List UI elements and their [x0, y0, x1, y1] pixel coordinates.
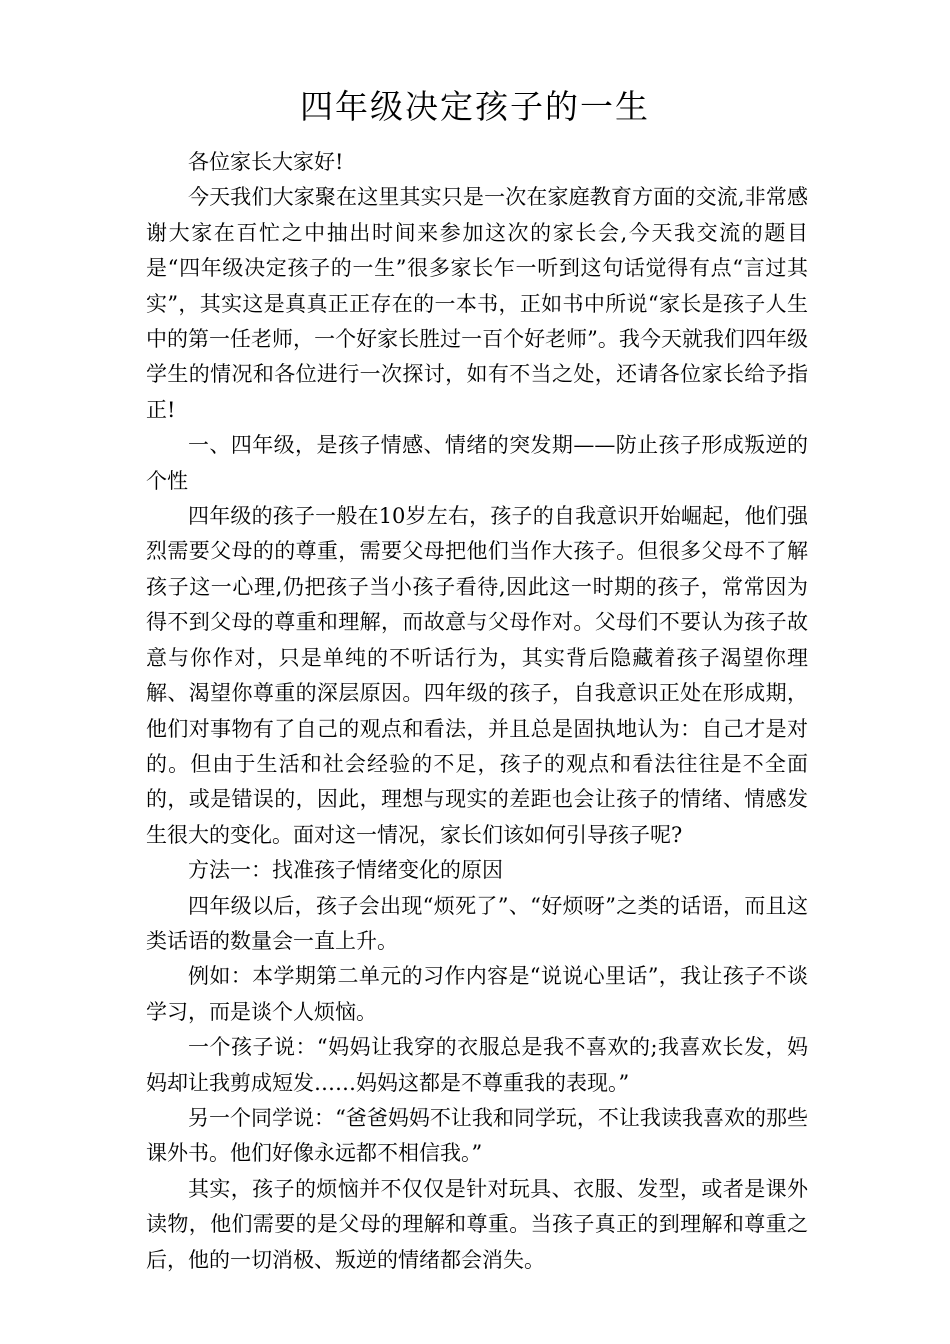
- greeting-paragraph: 各位家长大家好!: [188, 150, 344, 174]
- example-paragraph: 例如：本学期第二单元的习作内容是“说说心里话”，我让孩子不谈学习，而是谈个人烦恼。: [146, 964, 808, 1024]
- document-title: 四年级决定孩子的一生: [300, 87, 650, 126]
- document-body: [146, 145, 808, 1278]
- body-paragraph: 四年级的孩子一般在10岁左右，孩子的自我意识开始崛起，他们强烈需要父母的的尊重，需要父母把他们当作大孩子。但很多父母不了解孩子这一心理,仍把孩子当小孩子看待,因此这一时期的孩子，常常因为得不到父母的尊重和理解，而故意与父母作对。父母们不要认为孩子故意与你作对，只是单纯的不听话行为，其实背后隐藏着孩子渴望你理解、渴望你尊重的深层原因。四年级的孩子，自我意识正处在形成期，他们对事物有了自己的观点和看法，并且总是固执地认为：自己才是对的。但由于生活和社会经验的不足，孩子的观点和看法往往是不全面的，或是错误的，因此，理想与现实的差距也会让孩子的情绪、情感发生很大的变化。面对这一情况，家长们该如何引导孩子呢?: [146, 504, 808, 847]
- intro-paragraph: 今天我们大家聚在这里其实只是一次在家庭教育方面的交流,非常感谢大家在百忙之中抽出时间来参加这次的家长会,今天我交流的题目是“四年级决定孩子的一生”很多家长乍一听到这句话觉得有点“言过其实”，其实这是真真正正存在的一本书，正如书中所说“家长是孩子人生中的第一任老师，一个好家长胜过一百个好老师”。我今天就我们四年级学生的情况和各位进行一次探讨，如有不当之处，还请各位家长给予指正!: [146, 185, 808, 422]
- method-heading: 方法一：找准孩子情绪变化的原因: [188, 858, 503, 883]
- body-paragraph: 其实，孩子的烦恼并不仅仅是针对玩具、衣服、发型，或者是课外读物，他们需要的是父母的理解和尊重。当孩子真正的到理解和尊重之后，他的一切消极、叛逆的情绪都会消失。: [146, 1176, 808, 1272]
- section-heading: 一、四年级，是孩子情感、情绪的突发期——防止孩子形成叛逆的个性: [146, 433, 808, 493]
- quote-paragraph: 另一个同学说：“爸爸妈妈不让我和同学玩，不让我读我喜欢的那些课外书。他们好像永远都不相信我。”: [146, 1105, 808, 1166]
- body-paragraph: 四年级以后，孩子会出现“烦死了”、“好烦呀”之类的话语，而且这类话语的数量会一直上升。: [146, 893, 808, 953]
- quote-paragraph: 一个孩子说：“妈妈让我穿的衣服总是我不喜欢的;我喜欢长发，妈妈却让我剪成短发……妈妈这都是不尊重我的表现。”: [146, 1035, 808, 1095]
